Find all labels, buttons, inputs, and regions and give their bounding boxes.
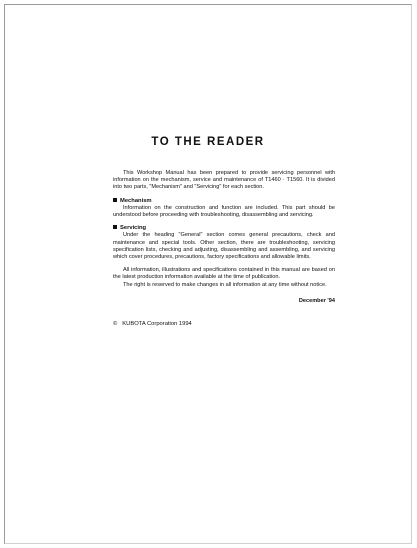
section-heading-label: Mechanism — [120, 197, 152, 204]
note-paragraph-information: All information, illustrations and specifications contained in this manual are based on the latest production information available at the time of publication. — [113, 267, 335, 281]
intro-paragraph: This Workshop Manual has been prepared to provide servicing personnel with information on the mechanism, service and maintenance of T1460 · T1560. It is divided into two parts, "Mechanism" and "Servicing" for each section. — [113, 170, 335, 191]
bullet-square-icon — [113, 225, 117, 229]
copyright-line — [113, 321, 335, 328]
section-heading-servicing — [113, 225, 335, 232]
bullet-square-icon — [113, 198, 117, 202]
section-body-servicing: Under the heading "General" section comes general precautions, check and maintenance and special tools. Other section, there are troubleshooting, servicing specification lists, checking and adjusting, disassembling and assembling, and servicing which cover procedures, precautions, factory specifications and allowable limits. — [113, 232, 335, 261]
section-heading-mechanism — [113, 198, 335, 205]
copyright-icon: © — [113, 321, 118, 328]
copyright-text: KUBOTA Corporation 1994 — [122, 321, 192, 328]
section-heading-label: Servicing — [120, 225, 147, 232]
document-page[interactable] — [4, 4, 412, 544]
page-body — [113, 170, 335, 328]
publication-date: December '94 — [298, 297, 335, 304]
note-paragraph-rights: The right is reserved to make changes in all information at any time without notice. — [123, 281, 327, 288]
page-title: TO THE READER — [151, 136, 265, 148]
section-body-mechanism: Information on the construction and function are included. This part should be understood before proceeding with troubleshooting, disassembling and servicing. — [113, 204, 335, 219]
